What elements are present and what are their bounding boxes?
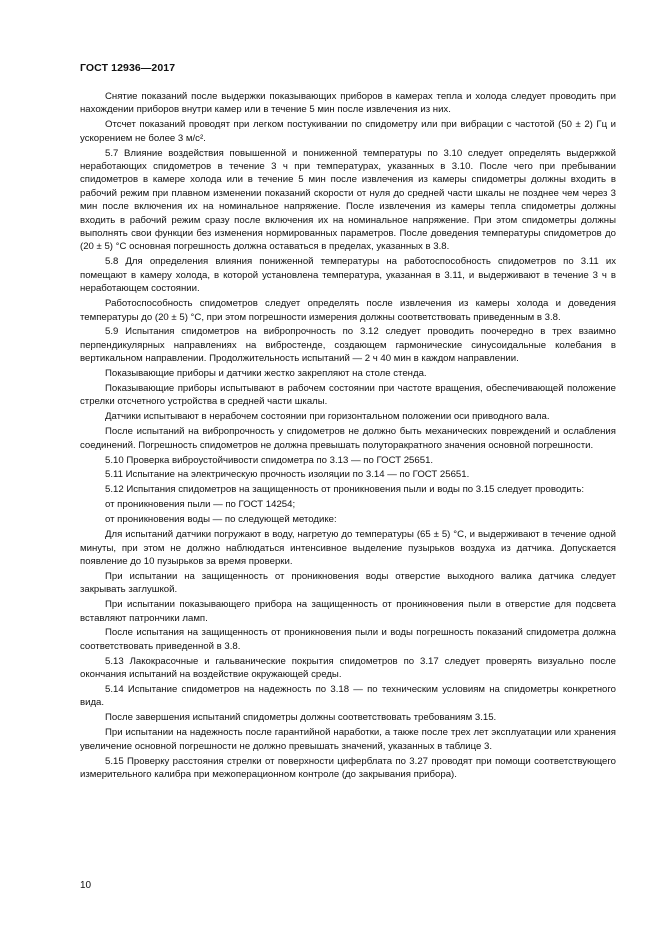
- paragraph: Для испытаний датчики погружают в воду, нагретую до температуры (65 ± 5) °С, и выдерживают в течение одной минуты, при этом не должно наблюдаться интенсивное выделение пузырьков воздуха из датчика. Допускается появление до 10 пузырьков за время проверки.: [80, 529, 616, 567]
- paragraph: Датчики испытывают в нерабочем состоянии при горизонтальном положении оси приводного вала.: [105, 411, 550, 423]
- paragraph: После испытаний на вибропрочность у спидометров не должно быть механических повреждений и ослабления соединений. Погрешность спидометров не должна превышать полуторакратного значения основной погрешности.: [80, 426, 616, 451]
- paragraph: Отсчет показаний проводят при легком постукивании по спидометру или при вибрации с частотой (50 ± 2) Гц и ускорением не более 3 м/с².: [80, 119, 616, 144]
- paragraph: При испытании на защищенность от проникновения воды отверстие выходного валика датчика следует закрывать заглушкой.: [80, 570, 616, 596]
- page-number: 10: [80, 880, 92, 891]
- paragraph: 5.10 Проверка виброустойчивости спидометра по 3.13 — по ГОСТ 25651.: [105, 454, 434, 466]
- paragraph: 5.13 Лакокрасочные и гальванические покрытия спидометров по 3.17 следует проверять визуально после окончания испытаний на воздействие окружающей среды.: [80, 655, 616, 681]
- paragraph: 5.14 Испытание спидометров на надежность по 3.18 — по техническим условиям на спидометры конкретного вида.: [80, 684, 616, 709]
- document-body: [80, 90, 616, 783]
- paragraph: 5.8 Для определения влияния пониженной температуры на работоспособность спидометров по 3.11 их помещают в камеру холода, в которой установлена температура, указанная в 3.11, и выдерживают в течение 3 ч в неработающем состоянии.: [80, 256, 616, 295]
- paragraph: Показывающие приборы испытывают в рабочем состоянии при частоте вращения, обеспечивающей положение стрелки отсчетного устройства в средней части шкалы.: [80, 383, 616, 408]
- paragraph: 5.9 Испытания спидометров на вибропрочность по 3.12 следует проводить поочередно в трех взаимно перпендикулярных направлениях на вибростенде, создающем гармонические синусоидальные колебания в вертикальном направлении. Продолжительность испытаний — 2 ч 40 мин в каждом направлении.: [80, 326, 616, 365]
- paragraph: 5.11 Испытание на электрическую прочность изоляции по 3.14 — по ГОСТ 25651.: [105, 469, 470, 481]
- paragraph: После испытания на защищенность от проникновения пыли и воды погрешность показаний спидометра должна соответствовать приведенной в 3.8.: [80, 627, 616, 652]
- document-header: ГОСТ 12936—2017: [80, 62, 176, 74]
- paragraph: Работоспособность спидометров следует определять после извлечения из камеры холода и доведения температуры до (20 ± 5) °С, при этом погрешности измерения должны соответствовать приведенным в 3.8.: [80, 298, 616, 323]
- paragraph: 5.15 Проверку расстояния стрелки от поверхности циферблата по 3.27 проводят при помощи соответствующего измерительного калибра при межоперационном контроле (до закрывания прибора).: [80, 755, 616, 780]
- paragraph: от проникновения пыли — по ГОСТ 14254;: [105, 499, 296, 511]
- paragraph: После завершения испытаний спидометры должны соответствовать требованиям 3.15.: [105, 712, 497, 724]
- paragraph: 5.12 Испытания спидометров на защищенность от проникновения пыли и воды по 3.15 следует проводить:: [105, 484, 584, 496]
- paragraph: 5.7 Влияние воздействия повышенной и пониженной температуры по 3.10 следует определять выдержкой неработающих спидометров в течение 3 ч при температурах, указанных в 3.10. После чего при пребывании спидометров в камере холода или в течение 5 мин после извлечения из камеры спидометры должны входить в рабочий режим при плавном изменении показаний скорости от нуля до средней части шкалы не позднее чем через 3 мин после включения их на номинальное напряжение. После извлечения из камеры тепла спидометры должны входить в рабочий режим сразу после включения их на номинальное напряжение. При этом спидометры должны выполнять свои функции без изменения нормированных параметров. После доведения температуры спидометров до (20 ± 5) °С основная погрешность должна оставаться в пределах, указанных в 3.8.: [80, 147, 616, 253]
- paragraph: При испытании показывающего прибора на защищенность от проникновения пыли в отверстие для подсвета вставляют патрончики ламп.: [80, 599, 616, 624]
- paragraph: Снятие показаний после выдержки показывающих приборов в камерах тепла и холода следует проводить при нахождении приборов внутри камер или в течение 5 мин после извлечения из них.: [80, 91, 616, 116]
- paragraph: от проникновения воды — по следующей методике:: [105, 514, 337, 526]
- paragraph: Показывающие приборы и датчики жестко закрепляют на столе стенда.: [105, 368, 427, 380]
- paragraph: При испытании на надежность после гарантийной наработки, а также после трех лет эксплуатации или хранения увеличение основной погрешности не должно превышать значений, указанных в таблице 3.: [80, 727, 616, 752]
